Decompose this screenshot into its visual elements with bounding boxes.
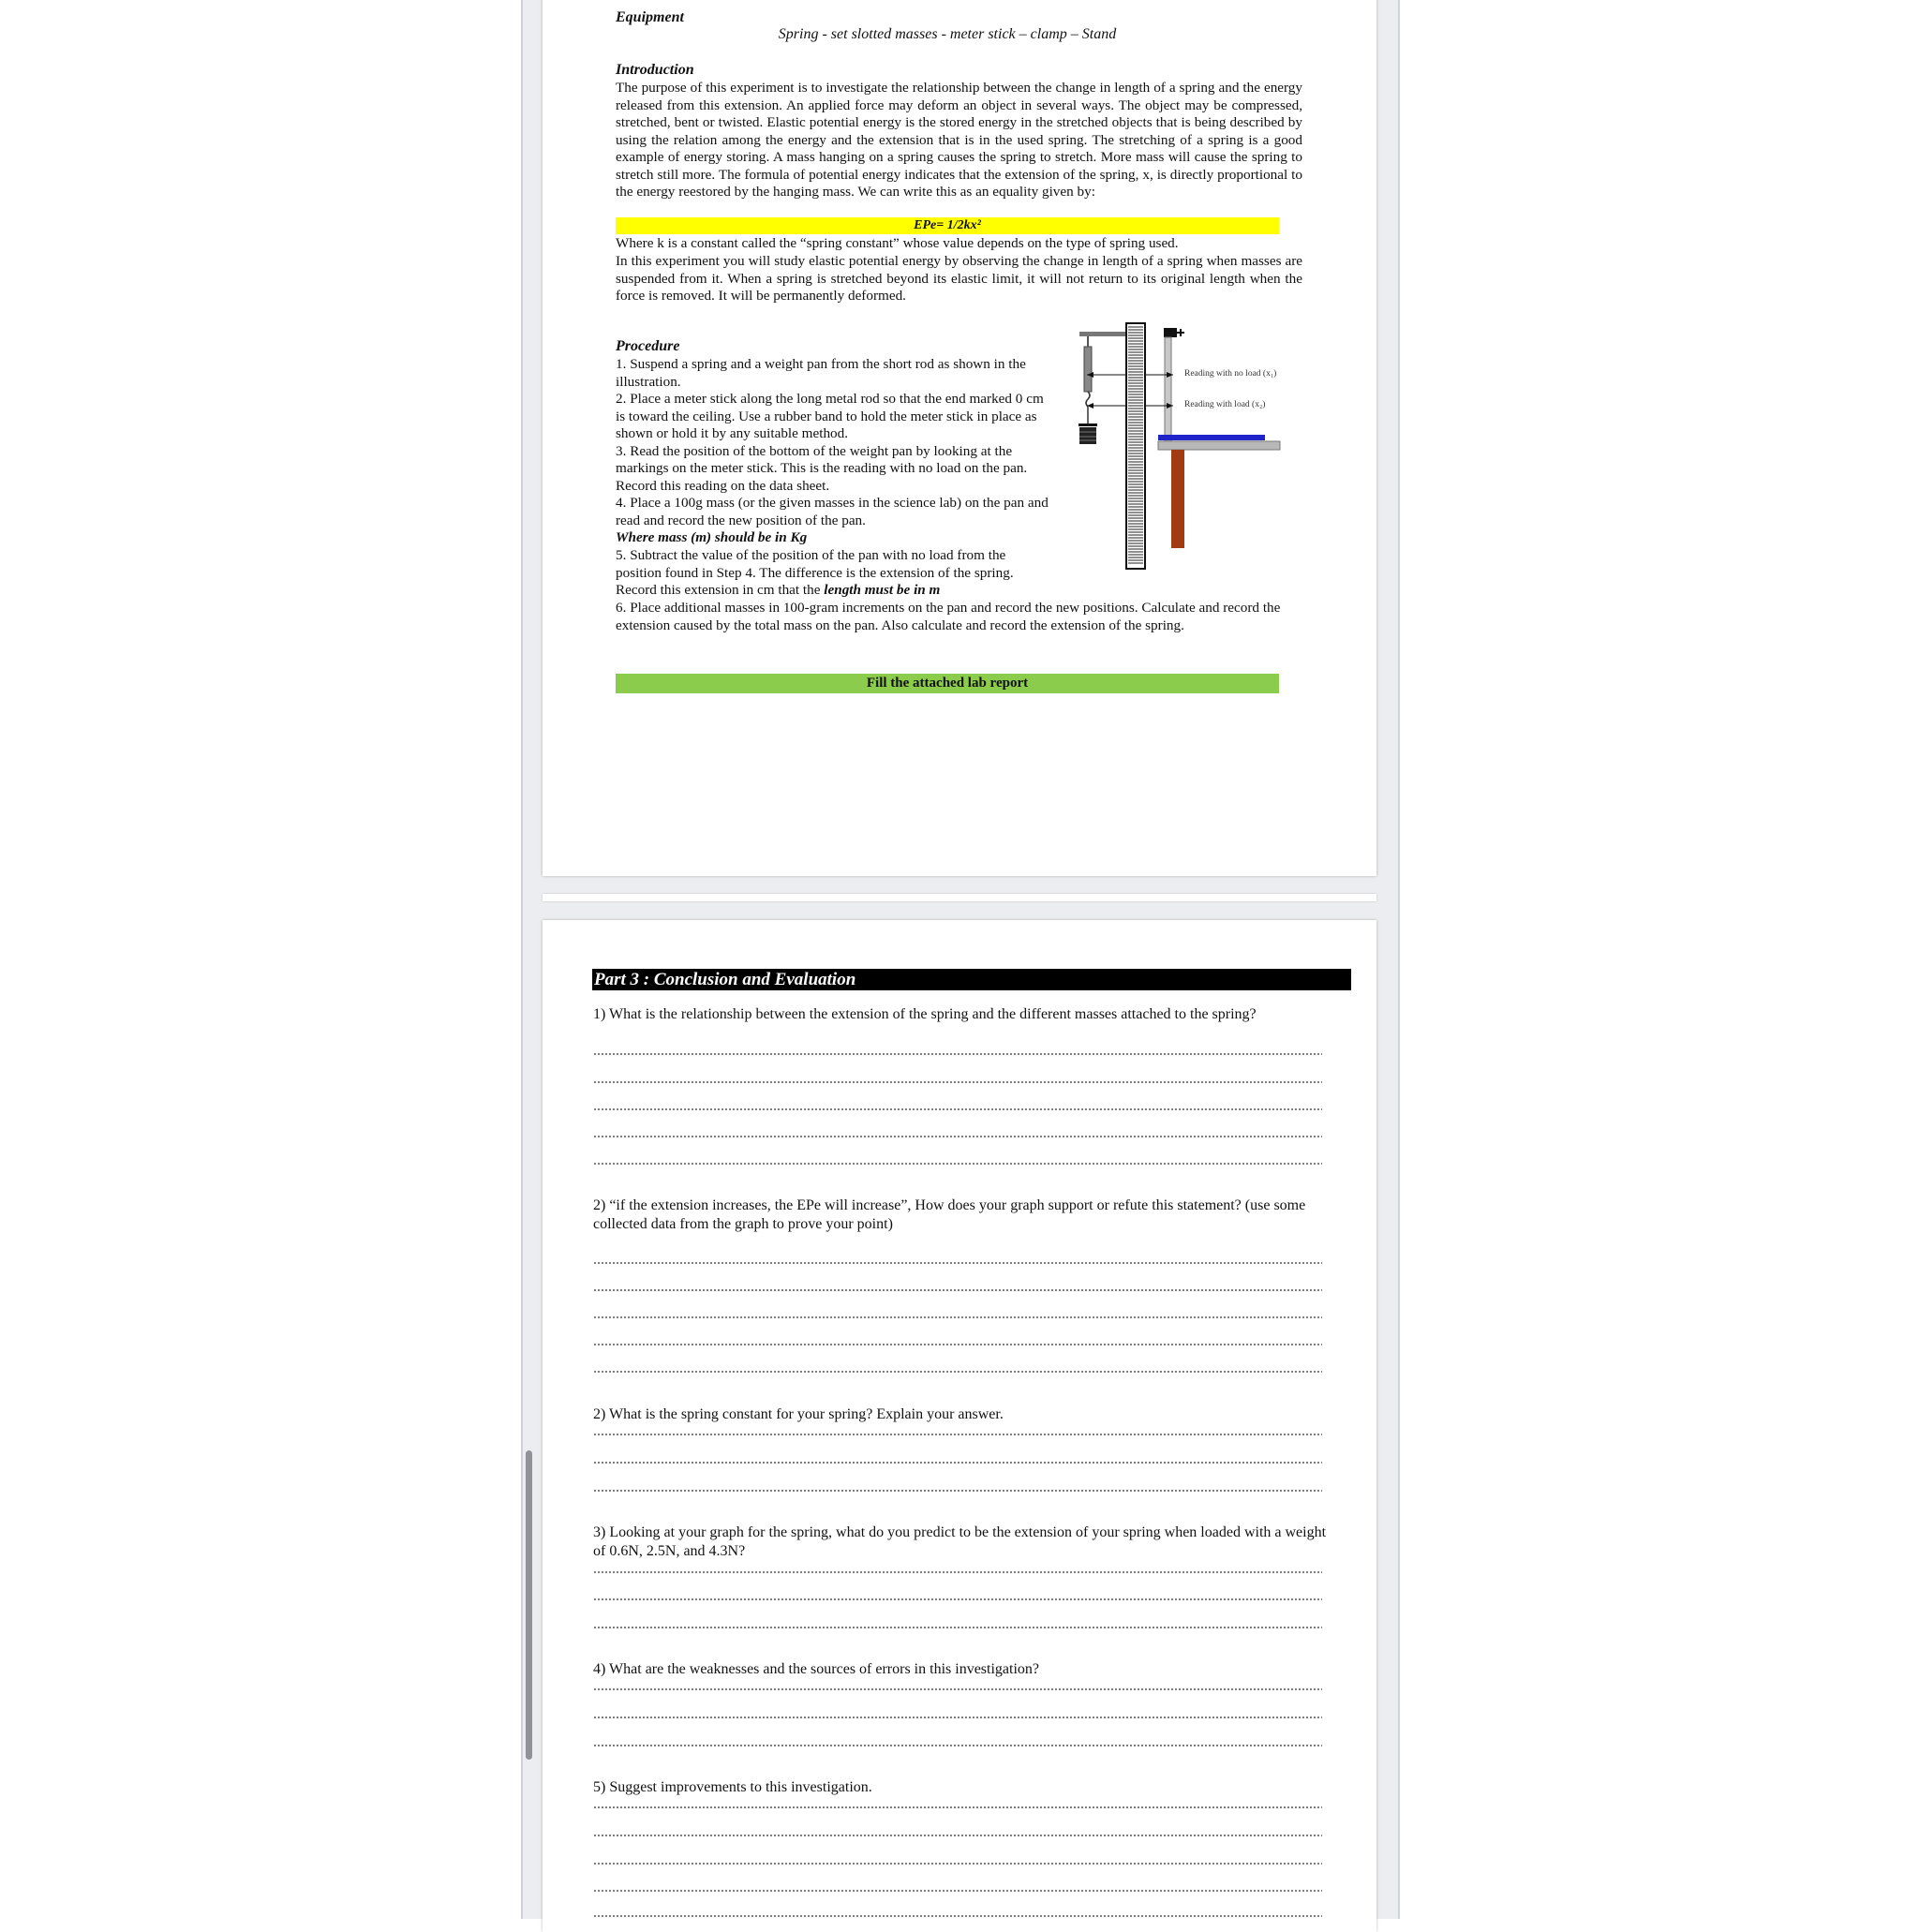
stand-base bbox=[1158, 441, 1280, 450]
blue-clamp-bar bbox=[1158, 435, 1265, 440]
answer-line[interactable] bbox=[593, 1806, 1322, 1808]
part-3-heading: Part 3 : Conclusion and Evaluation bbox=[592, 969, 1351, 990]
apparatus-illustration bbox=[1068, 319, 1302, 572]
procedure-step-3: 3. Read the position of the bottom of the weight pan by looking at the markings on the meter stick. This is the reading with no load on the pan. Record this reading on the data sheet. bbox=[616, 442, 1028, 494]
step-5-text: 5. Subtract the value of the position of the pan with no load from the position found in Step 4. The difference is the extension of the spring. Record this extension in cm that the bbox=[616, 547, 1014, 598]
page-separator bbox=[543, 894, 1376, 901]
procedure-step-2: 2. Place a meter stick along the long metal rod so that the end marked 0 cm is toward the ceiling. Use a rubber band to hold the meter stick in place as shown or hold it by any suitable method. bbox=[616, 391, 1044, 441]
question-6: 5) Suggest improvements to this investigation. bbox=[593, 1779, 872, 1795]
question-4: 3) Looking at your graph for the spring, what do you predict to be the extension of your spring when loaded with a weight of 0.6N, 2.5N, and 4.3N? bbox=[593, 1524, 1327, 1559]
question-2: 2) “if the extension increases, the EPe will increase”, How does your graph support or refute this statement? (use some collected data from the graph to prove your point) bbox=[593, 1197, 1306, 1232]
vertical-scrollbar[interactable] bbox=[526, 1450, 532, 1760]
spring-apparatus-diagram bbox=[1068, 319, 1302, 572]
answer-line[interactable] bbox=[593, 1289, 1322, 1291]
stand-rod bbox=[1165, 337, 1171, 448]
weight-pan bbox=[1079, 427, 1096, 444]
spring bbox=[1084, 347, 1092, 392]
label-with-load: Reading with load (x₂) bbox=[1184, 400, 1266, 409]
mass-unit-note: Where mass (m) should be in Kg bbox=[616, 529, 808, 545]
answer-line[interactable] bbox=[593, 1344, 1322, 1345]
question-3: 2) What is the spring constant for your spring? Explain your answer. bbox=[593, 1406, 1004, 1422]
clamp bbox=[1164, 328, 1177, 337]
label-no-load: Reading with no load (x₁) bbox=[1184, 369, 1277, 379]
procedure-step-1: 1. Suspend a spring and a weight pan from the short rod as shown in the illustration. bbox=[616, 356, 1026, 390]
answer-line[interactable] bbox=[593, 1835, 1322, 1836]
viewer-right-border bbox=[1398, 0, 1400, 1919]
equipment-heading: Equipment bbox=[616, 9, 684, 25]
procedure-step-6: 6. Place additional masses in 100-gram increments on the pan and record the new positions. Calculate and record the extension caused by the total mass on the pan. Also calculate and record the extension of the spring. bbox=[616, 600, 1281, 633]
introduction-text: The purpose of this experiment is to investigate the relationship between the change in length of a spring and the energy released from this extension. An applied force may deform an object in several ways. The object may be compressed, stretched, bent or twisted. Elastic potential energy is the stored energy in the stretched objects that is being described by using the relation among the energy and the extension that is in the used spring. The stretching of a spring is a good example of energy storing. A mass hanging on a spring causes the spring to stretch. More mass will cause the spring to stretch still more. The formula of potential energy indicates that the extension of the spring, x, is directly proportional to the energy reestored by the hanging mass. We can write this as an equality given by: bbox=[616, 80, 1302, 200]
introduction-heading: Introduction bbox=[616, 62, 694, 78]
answer-line[interactable] bbox=[593, 1108, 1322, 1110]
answer-line[interactable] bbox=[593, 1462, 1322, 1464]
answer-line[interactable] bbox=[593, 1890, 1322, 1892]
procedure-step-5 bbox=[616, 547, 1051, 600]
answer-line[interactable] bbox=[593, 1053, 1322, 1055]
step-5-emphasis: length must be in m bbox=[824, 582, 941, 598]
stand-leg bbox=[1171, 450, 1184, 548]
answer-line[interactable] bbox=[593, 1163, 1322, 1165]
viewer-left-border bbox=[521, 0, 523, 1919]
equipment-list: Spring - set slotted masses - meter stick – clamp – Stand bbox=[778, 26, 1117, 42]
answer-line[interactable] bbox=[593, 1081, 1322, 1083]
answer-line[interactable] bbox=[593, 1745, 1322, 1746]
answer-line[interactable] bbox=[593, 1136, 1322, 1137]
question-5: 4) What are the weaknesses and the sources of errors in this investigation? bbox=[593, 1661, 1039, 1677]
experiment-description: In this experiment you will study elastic potential energy by observing the change in length of a spring when masses are suspended from it. When a spring is stretched beyond its elastic limit, it will not return to its original length when the force is removed. It will be permanently deformed. bbox=[616, 253, 1302, 304]
question-1: 1) What is the relationship between the extension of the spring and the different masses attached to the spring? bbox=[593, 1006, 1257, 1022]
procedure-steps-1-4 bbox=[616, 356, 1051, 547]
answer-line[interactable] bbox=[593, 1571, 1322, 1573]
answer-line[interactable] bbox=[593, 1688, 1322, 1690]
answer-line[interactable] bbox=[593, 1863, 1322, 1865]
answer-line[interactable] bbox=[593, 1434, 1322, 1435]
answer-line[interactable] bbox=[593, 1717, 1322, 1718]
formula: EPe= 1/2kx² bbox=[914, 218, 981, 232]
answer-line[interactable] bbox=[593, 1371, 1322, 1373]
answer-line[interactable] bbox=[593, 1598, 1322, 1600]
answer-line[interactable] bbox=[593, 1262, 1322, 1264]
answer-line[interactable] bbox=[593, 1915, 1322, 1917]
fill-report-banner: Fill the attached lab report bbox=[616, 674, 1279, 693]
spring-constant-note: Where k is a constant called the “spring constant” whose value depends on the type of spring used. bbox=[616, 235, 1179, 251]
answer-line[interactable] bbox=[593, 1490, 1322, 1492]
procedure-step-4: 4. Place a 100g mass (or the given masses in the science lab) on the pan and read and record the new position of the pan. bbox=[616, 495, 1049, 528]
answer-line[interactable] bbox=[593, 1627, 1322, 1628]
answer-line[interactable] bbox=[593, 1316, 1322, 1318]
procedure-heading: Procedure bbox=[616, 338, 680, 354]
